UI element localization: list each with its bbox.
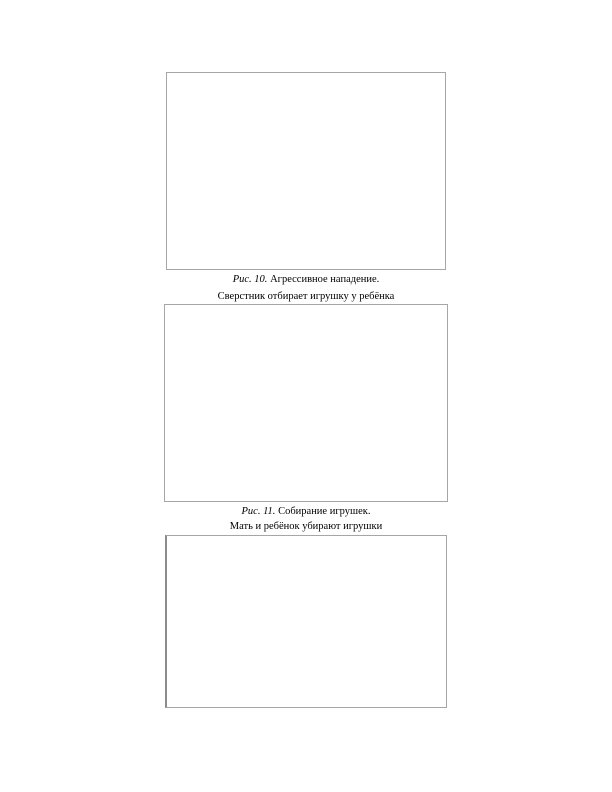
figure-10-caption (0, 273, 612, 286)
figure-12-image (165, 535, 447, 708)
figure-10-subtitle: Сверстник отбирает игрушку у ребёнка (217, 291, 395, 302)
figure-11-image (164, 304, 448, 502)
figure-10-label: Рис. 10. (232, 274, 268, 285)
figure-11-subtitle: Мать и ребёнок убирают игрушки (229, 521, 383, 532)
figure-10-image (166, 72, 446, 270)
figure-11-label: Рис. 11. (241, 506, 276, 517)
figure-10-title: Агрессивное нападение. (270, 274, 380, 285)
figure-11-title: Собирание игрушек. (278, 506, 371, 517)
figure-11-caption (0, 505, 612, 518)
